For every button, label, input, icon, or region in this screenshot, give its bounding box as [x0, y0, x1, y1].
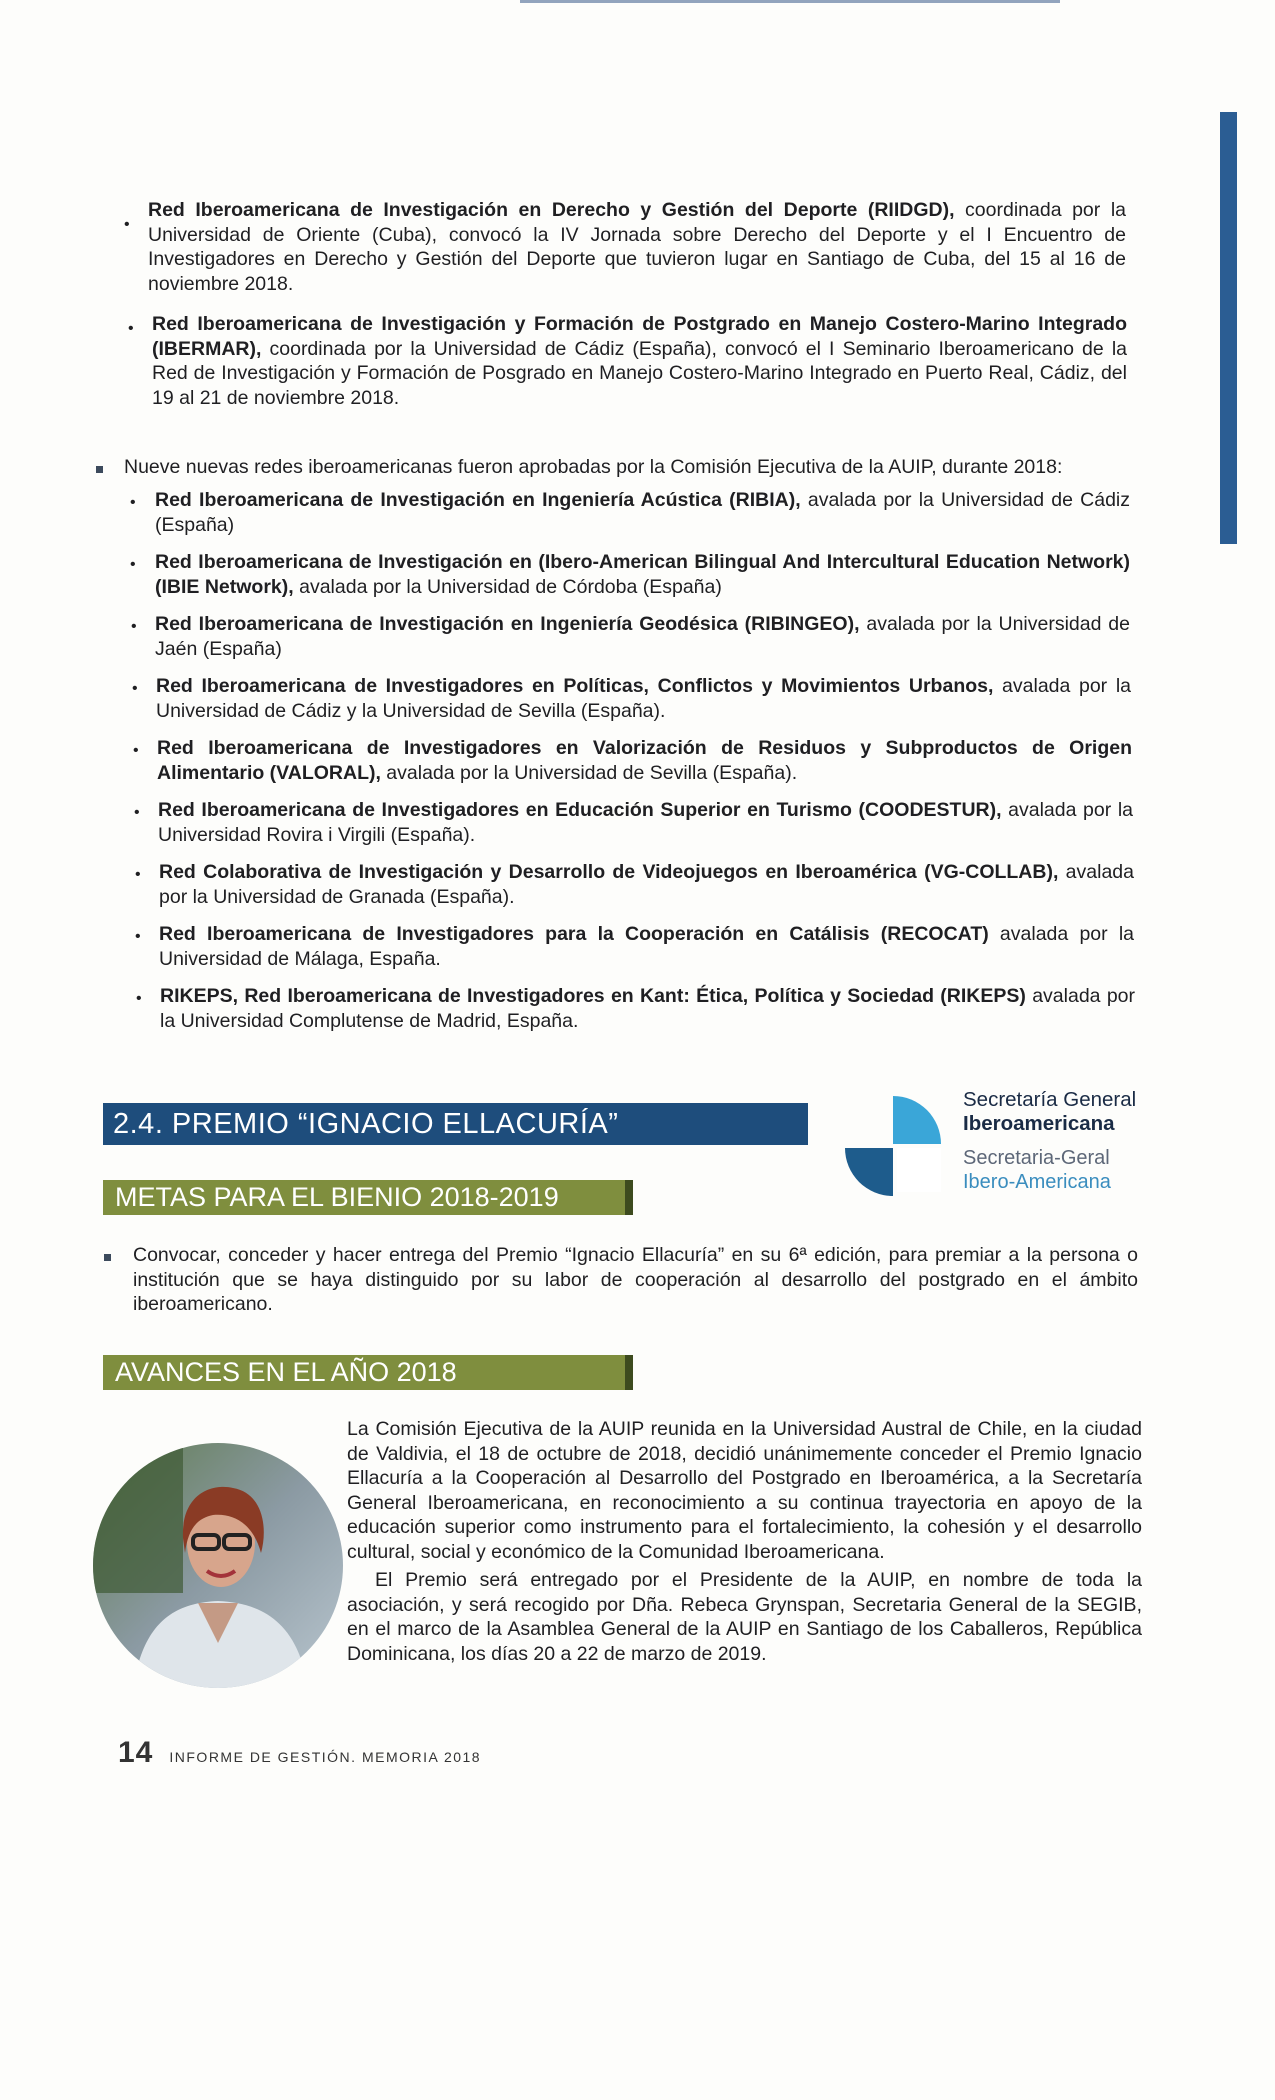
metas-heading-text: METAS PARA EL BIENIO 2018-2019 [115, 1182, 559, 1212]
avances-paragraph-1: La Comisión Ejecutiva de la AUIP reunida en la Universidad Austral de Chile, en la ciudad de Valdivia, el 18 de octubre de 2018, decidió unánimemente conceder el Premio Ignacio Ellacuría a la Cooperación al Desarrollo del Postgrado en Iberoamérica, a la Secretaría General Iberoamericana, en reconocimiento a su continua trayectoria en apoyo de la educación superior como instrumento para el fortalecimiento, la cohesión y el desarrollo cultural, social y económico de la Comunidad Iberoamericana. [347, 1418, 1142, 1563]
new-networks-lead: Nueve nuevas redes iberoamericanas fueron aprobadas por la Comisión Ejecutiva de la AUIP, durante 2018: [124, 456, 1063, 478]
bullet-dot: • [124, 216, 130, 233]
avances-paragraph-2: El Premio será entregado por el Presidente de la AUIP, en nombre de toda la asociación, y será recogido por Dña. Rebeca Grynspan, Secretaria General de la SEGIB, en el marco de la Asamblea General de la AUIP en Santiago de los Caballeros, República Dominicana, los días 20 a 22 de marzo de 2019. [347, 1569, 1142, 1665]
network-detail: avalada por la Universidad de Granada (España). [159, 861, 1134, 908]
network-name: Red Iberoamericana de Investigadores en Educación Superior en Turismo (COODESTUR), [158, 799, 1002, 821]
network-name: Red Iberoamericana de Investigadores en Valorización de Residuos y Subproductos de Origen Alimentario (VALORAL), [157, 737, 1132, 784]
network-detail: coordinada por la Universidad de Oriente (Cuba), convocó la IV Jornada sobre Derecho del Deporte y el I Encuentro de Investigadores en Derecho y Gestión del Deporte que tuvieron lugar en Santiago de Cuba, del 15 al 16 de noviembre 2018. [148, 199, 1126, 295]
logo-line-2: Iberoamericana [963, 1112, 1115, 1135]
logo-line-3: Secretaria-Geral [963, 1147, 1110, 1169]
network-name: Red Iberoamericana de Investigación en Derecho y Gestión del Deporte (RIIDGD), [148, 199, 955, 221]
logo-line-4: Ibero-Americana [963, 1171, 1111, 1193]
bullet-dot: • [135, 866, 141, 883]
network-detail: avalada por la Universidad Complutense de Madrid, España. [160, 985, 1135, 1032]
network-detail: avalada por la Universidad de Córdoba (España) [293, 575, 722, 598]
network-detail: avalada por la Universidad de Jaén (España) [155, 613, 1130, 660]
logo-line-1: Secretaría General [963, 1088, 1137, 1111]
network-name: Red Iberoamericana de Investigación en (Ibero-American Bilingual And Intercultural Education Network) (IBIE Network), [155, 551, 1130, 598]
list-item [155, 550, 1130, 599]
network-name: Red Iberoamericana de Investigadores en Políticas, Conflictos y Movimientos Urbanos, [156, 675, 994, 697]
network-detail: avalada por la Universidad de Málaga, España. [159, 923, 1134, 970]
network-name: Red Iberoamericana de Investigadores para la Cooperación en Catálisis (RECOCAT) [159, 923, 989, 945]
network-name: Red Iberoamericana de Investigación en Ingeniería Acústica (RIBIA), [155, 489, 801, 511]
bullet-dot: • [131, 618, 137, 635]
heading-end-bar [625, 1180, 633, 1215]
square-bullet [104, 1254, 111, 1261]
metas-heading [103, 1180, 633, 1215]
section-title-banner: 2.4. PREMIO “IGNACIO ELLACURÍA” [103, 1103, 808, 1145]
list-item [159, 922, 1134, 971]
list-item [155, 488, 1130, 537]
network-detail: coordinada por la Universidad de Cádiz (España), convocó el I Seminario Iberoamericano de la Red de Investigación y Formación de Posgrado en Manejo Costero-Marino Integrado en Puerto Real, Cádiz, del 19 al 21 de noviembre 2018. [152, 337, 1127, 409]
footer-text: INFORME DE GESTIÓN. MEMORIA 2018 [169, 1749, 482, 1765]
bullet-dot: • [128, 320, 134, 337]
segib-logo-text [963, 1088, 1136, 1194]
network-name: Red Colaborativa de Investigación y Desarrollo de Videojuegos en Iberoamérica (VG-COLLAB), [159, 861, 1059, 883]
top-edge-line [520, 0, 1060, 3]
metas-text: Convocar, conceder y hacer entrega del Premio “Ignacio Ellacuría” en su 6ª edición, para premiar a la persona o institución que se haya distinguido por su labor de cooperación al desarrollo del postgrado en el ámbito iberoamericano. [133, 1244, 1138, 1315]
side-color-bar [1220, 112, 1237, 544]
list-item [160, 984, 1135, 1033]
portrait-photo [93, 1443, 343, 1688]
network-name: Red Iberoamericana de Investigación y Formación de Postgrado en Manejo Costero-Marino Integrado (IBERMAR), [152, 313, 1127, 360]
intro-bullet-2 [152, 312, 1127, 410]
bullet-dot: • [135, 928, 141, 945]
avances-heading [103, 1355, 633, 1390]
page-footer [118, 1736, 481, 1770]
bullet-dot: • [130, 494, 136, 511]
list-item [155, 612, 1130, 661]
network-name: Red Iberoamericana de Investigación en Ingeniería Geodésica (RIBINGEO), [155, 613, 860, 635]
bullet-dot: • [130, 556, 136, 573]
intro-bullet-1 [148, 198, 1126, 296]
list-item [157, 736, 1132, 785]
square-bullet [96, 466, 103, 473]
page-number: 14 [118, 1736, 154, 1769]
bullet-dot: • [132, 680, 138, 697]
list-item [159, 860, 1134, 909]
network-detail: avalada por la Universidad de Cádiz (España) [155, 489, 1130, 536]
list-item [158, 798, 1133, 847]
network-detail: avalada por la Universidad Rovira i Virgili (España). [158, 799, 1133, 846]
heading-end-bar [625, 1355, 633, 1390]
list-item [156, 674, 1131, 723]
bullet-dot: • [134, 804, 140, 821]
network-detail: avalada por la Universidad de Cádiz y la Universidad de Sevilla (España). [156, 675, 1131, 722]
segib-logo-icon [842, 1092, 967, 1196]
network-detail: avalada por la Universidad de Sevilla (España). [380, 761, 798, 784]
network-name: RIKEPS, Red Iberoamericana de Investigadores en Kant: Ética, Política y Sociedad (RIKEPS) [160, 985, 1026, 1007]
avances-heading-text: AVANCES EN EL AÑO 2018 [115, 1357, 457, 1387]
bullet-dot: • [133, 742, 139, 759]
bullet-dot: • [136, 990, 142, 1007]
